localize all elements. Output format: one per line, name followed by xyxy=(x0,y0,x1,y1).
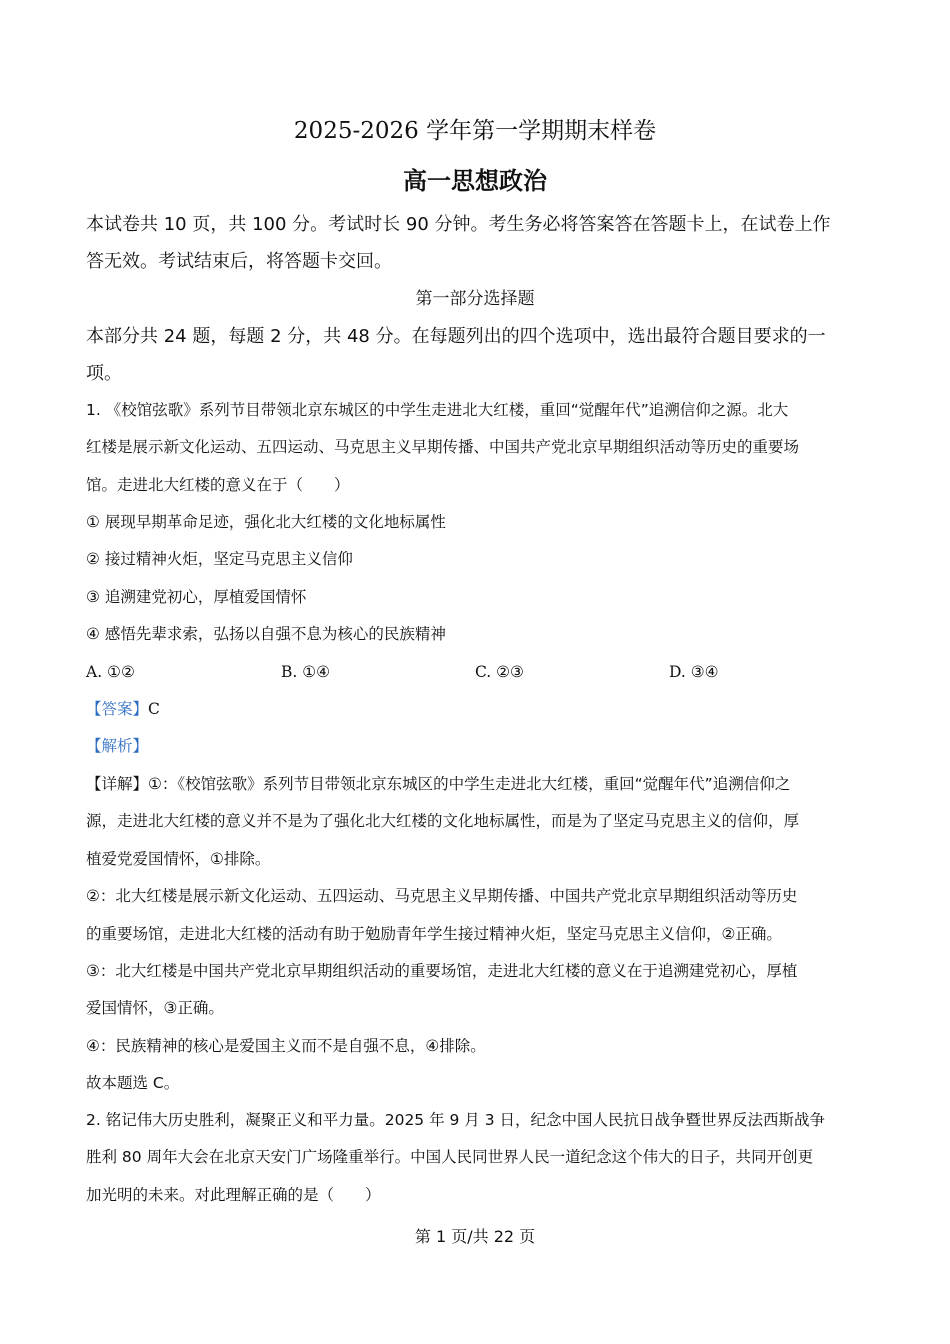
option-a: A. ①② xyxy=(86,663,135,681)
stem-line: 2. 铭记伟大历史胜利，凝聚正义和平力量。2025 年 9 月 3 日，纪念中国人民抗日战争暨世界反法西斯战争 xyxy=(86,1111,826,1129)
analysis-label: 【解析】 xyxy=(86,737,149,756)
detail-line: 源，走进北大红楼的意义并不是为了强化北大红楼的文化地标属性，而是为了坚定马克思主义的信仰，厚 xyxy=(86,812,800,831)
detail-line: 的重要场馆，走进北大红楼的活动有助于勉励青年学生接过精神火炬，坚定马克思主义信仰，②正确。 xyxy=(86,924,782,943)
question-1-detail xyxy=(86,766,868,1103)
part-instruction-line: 本部分共 24 题，每题 2 分，共 48 分。在每题列出的四个选项中，选出最符合题目要求的一 xyxy=(86,326,826,347)
instruction-line: 本试卷共 10 页，共 100 分。考试时长 90 分钟。考生务必将答案答在答题卡上，在试卷上作 xyxy=(86,214,831,235)
detail-line: ②：北大红楼是展示新文化运动、五四运动、马克思主义早期传播、中国共产党北京早期组织活动等历史 xyxy=(86,887,798,906)
detail-line: 爱国情怀，③正确。 xyxy=(86,999,224,1018)
option-b: B. ①④ xyxy=(281,663,331,681)
statement-item: ② 接过精神火炬，坚定马克思主义信仰 xyxy=(86,550,353,569)
detail-line: ③：北大红楼是中国共产党北京早期组织活动的重要场馆，走进北大红楼的意义在于追溯建党初心，厚植 xyxy=(86,962,798,981)
option-c: C. ②③ xyxy=(475,663,524,681)
statement-item: ① 展现早期革命足迹，强化北大红楼的文化地标属性 xyxy=(86,513,446,531)
exam-title: 2025-2026 学年第一学期期末样卷 xyxy=(293,118,657,144)
stem-line: 胜利 80 周年大会在北京天安门广场隆重举行。中国人民同世界人民一道纪念这个伟大的日子，共同开创更 xyxy=(86,1148,814,1167)
question-1-answer xyxy=(86,691,868,766)
stem-line: 馆。走进北大红楼的意义在于（ ） xyxy=(86,475,350,494)
detail-line: 植爱党爱国情怀，①排除。 xyxy=(86,849,271,868)
detail-line: 【详解】①：《校馆弦歌》系列节目带领北京东城区的中学生走进北大红楼，重回“觉醒年代”追溯信仰之 xyxy=(86,775,791,793)
instruction-line: 答无效。考试结束后，将答题卡交回。 xyxy=(86,251,392,272)
detail-line: ④：民族精神的核心是爱国主义而不是自强不息，④排除。 xyxy=(86,1036,486,1055)
question-1-statements xyxy=(86,504,868,654)
exam-subject: 高一思想政治 xyxy=(403,166,547,195)
stem-line: 红楼是展示新文化运动、五四运动、马克思主义早期传播、中国共产党北京早期组织活动等历史的重要场 xyxy=(86,438,800,457)
part-heading: 第一部分选择题 xyxy=(415,289,535,309)
stem-line: 加光明的未来。对此理解正确的是（ ） xyxy=(86,1185,381,1204)
statement-item: ③ 追溯建党初心，厚植爱国情怀 xyxy=(86,587,307,606)
part-instructions xyxy=(86,318,868,392)
answer-label: 【答案】 xyxy=(86,700,149,718)
question-1-options xyxy=(86,654,868,691)
answer-value: C xyxy=(148,700,160,718)
statement-item: ④ 感悟先辈求索，弘扬以自强不息为核心的民族精神 xyxy=(86,625,446,644)
page-footer: 第 1 页/共 22 页 xyxy=(414,1227,536,1246)
option-d: D. ③④ xyxy=(669,663,719,681)
answer-line xyxy=(86,691,868,728)
question-2-stem xyxy=(86,1102,868,1214)
exam-instructions xyxy=(86,206,868,280)
detail-line: 故本题选 C。 xyxy=(86,1074,180,1093)
question-1-stem xyxy=(86,392,868,504)
stem-line: 1. 《校馆弦歌》系列节目带领北京东城区的中学生走进北大红楼，重回“觉醒年代”追溯信仰之源。北大 xyxy=(86,401,789,419)
part-instruction-line: 项。 xyxy=(86,363,122,384)
